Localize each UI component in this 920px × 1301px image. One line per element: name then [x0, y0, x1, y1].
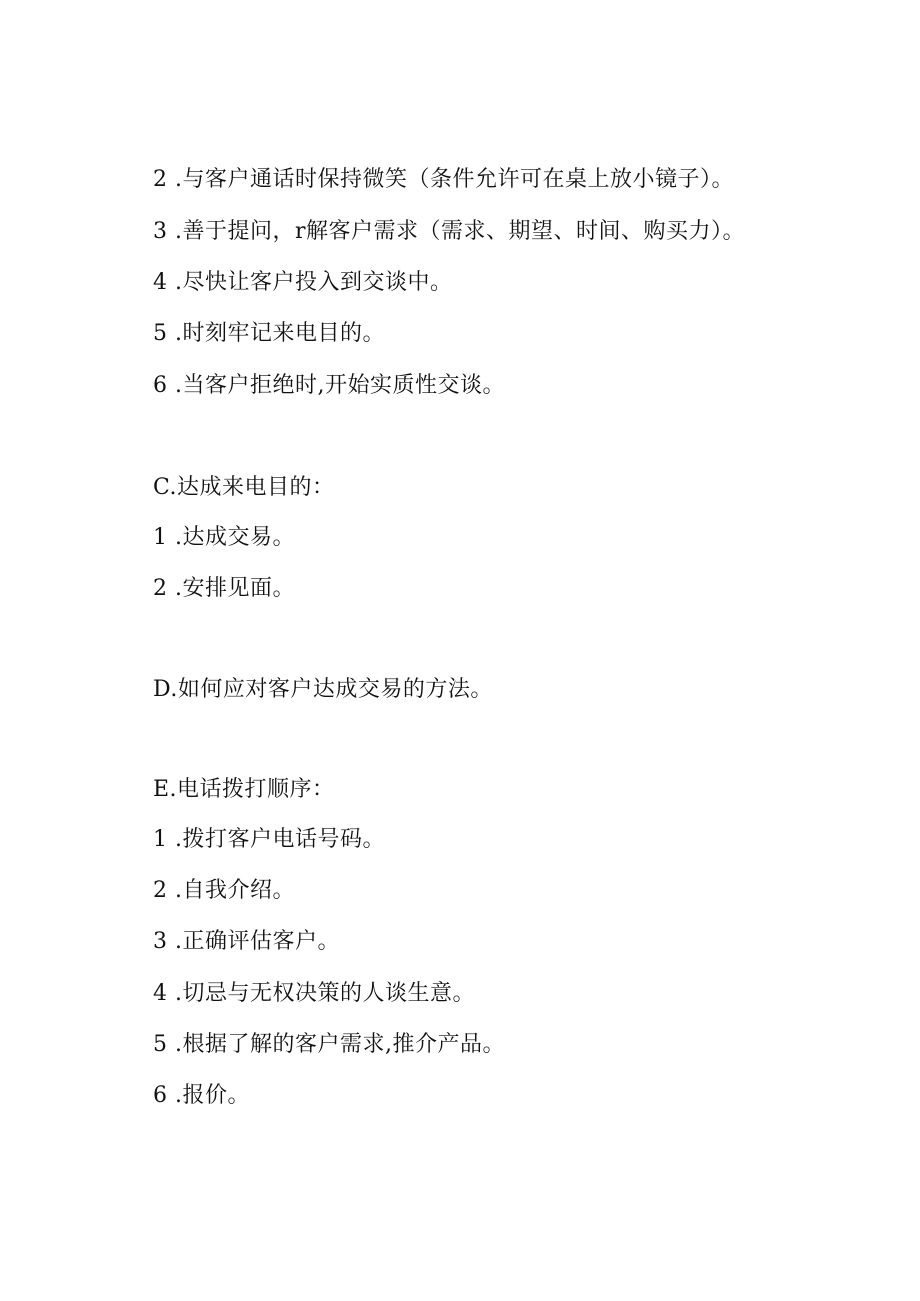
list-item: 1 .达成交易。 — [153, 525, 295, 550]
section-heading-c: C.达成来电目的： — [153, 475, 335, 500]
list-item: 3 .善于提问，r解客户需求（需求、期望、时间、购买力）。 — [153, 219, 746, 244]
list-item: 3 .正确评估客户。 — [153, 929, 340, 954]
list-item: 5 .根据了解的客户需求,推介产品。 — [153, 1032, 505, 1057]
list-item: 2 .自我介绍。 — [153, 878, 295, 903]
list-item: 4 .尽快让客户投入到交谈中。 — [153, 270, 453, 295]
list-item: 6 .当客户拒绝时,开始实质性交谈。 — [153, 373, 505, 398]
section-heading-d: D.如何应对客户达成交易的方法。 — [153, 677, 493, 702]
list-item: 4 .切忌与无权决策的人谈生意。 — [153, 981, 475, 1006]
list-item: 6 .报价。 — [153, 1083, 250, 1108]
list-item: 2 .与客户通话时保持微笑（条件允许可在桌上放小镜子）。 — [153, 167, 734, 192]
list-item: 5 .时刻牢记来电目的。 — [153, 321, 385, 346]
section-heading-e: E.电话拨打顺序： — [153, 777, 335, 802]
list-item: 1 .拨打客户电话号码。 — [153, 827, 385, 852]
list-item: 2 .安排见面。 — [153, 576, 295, 601]
